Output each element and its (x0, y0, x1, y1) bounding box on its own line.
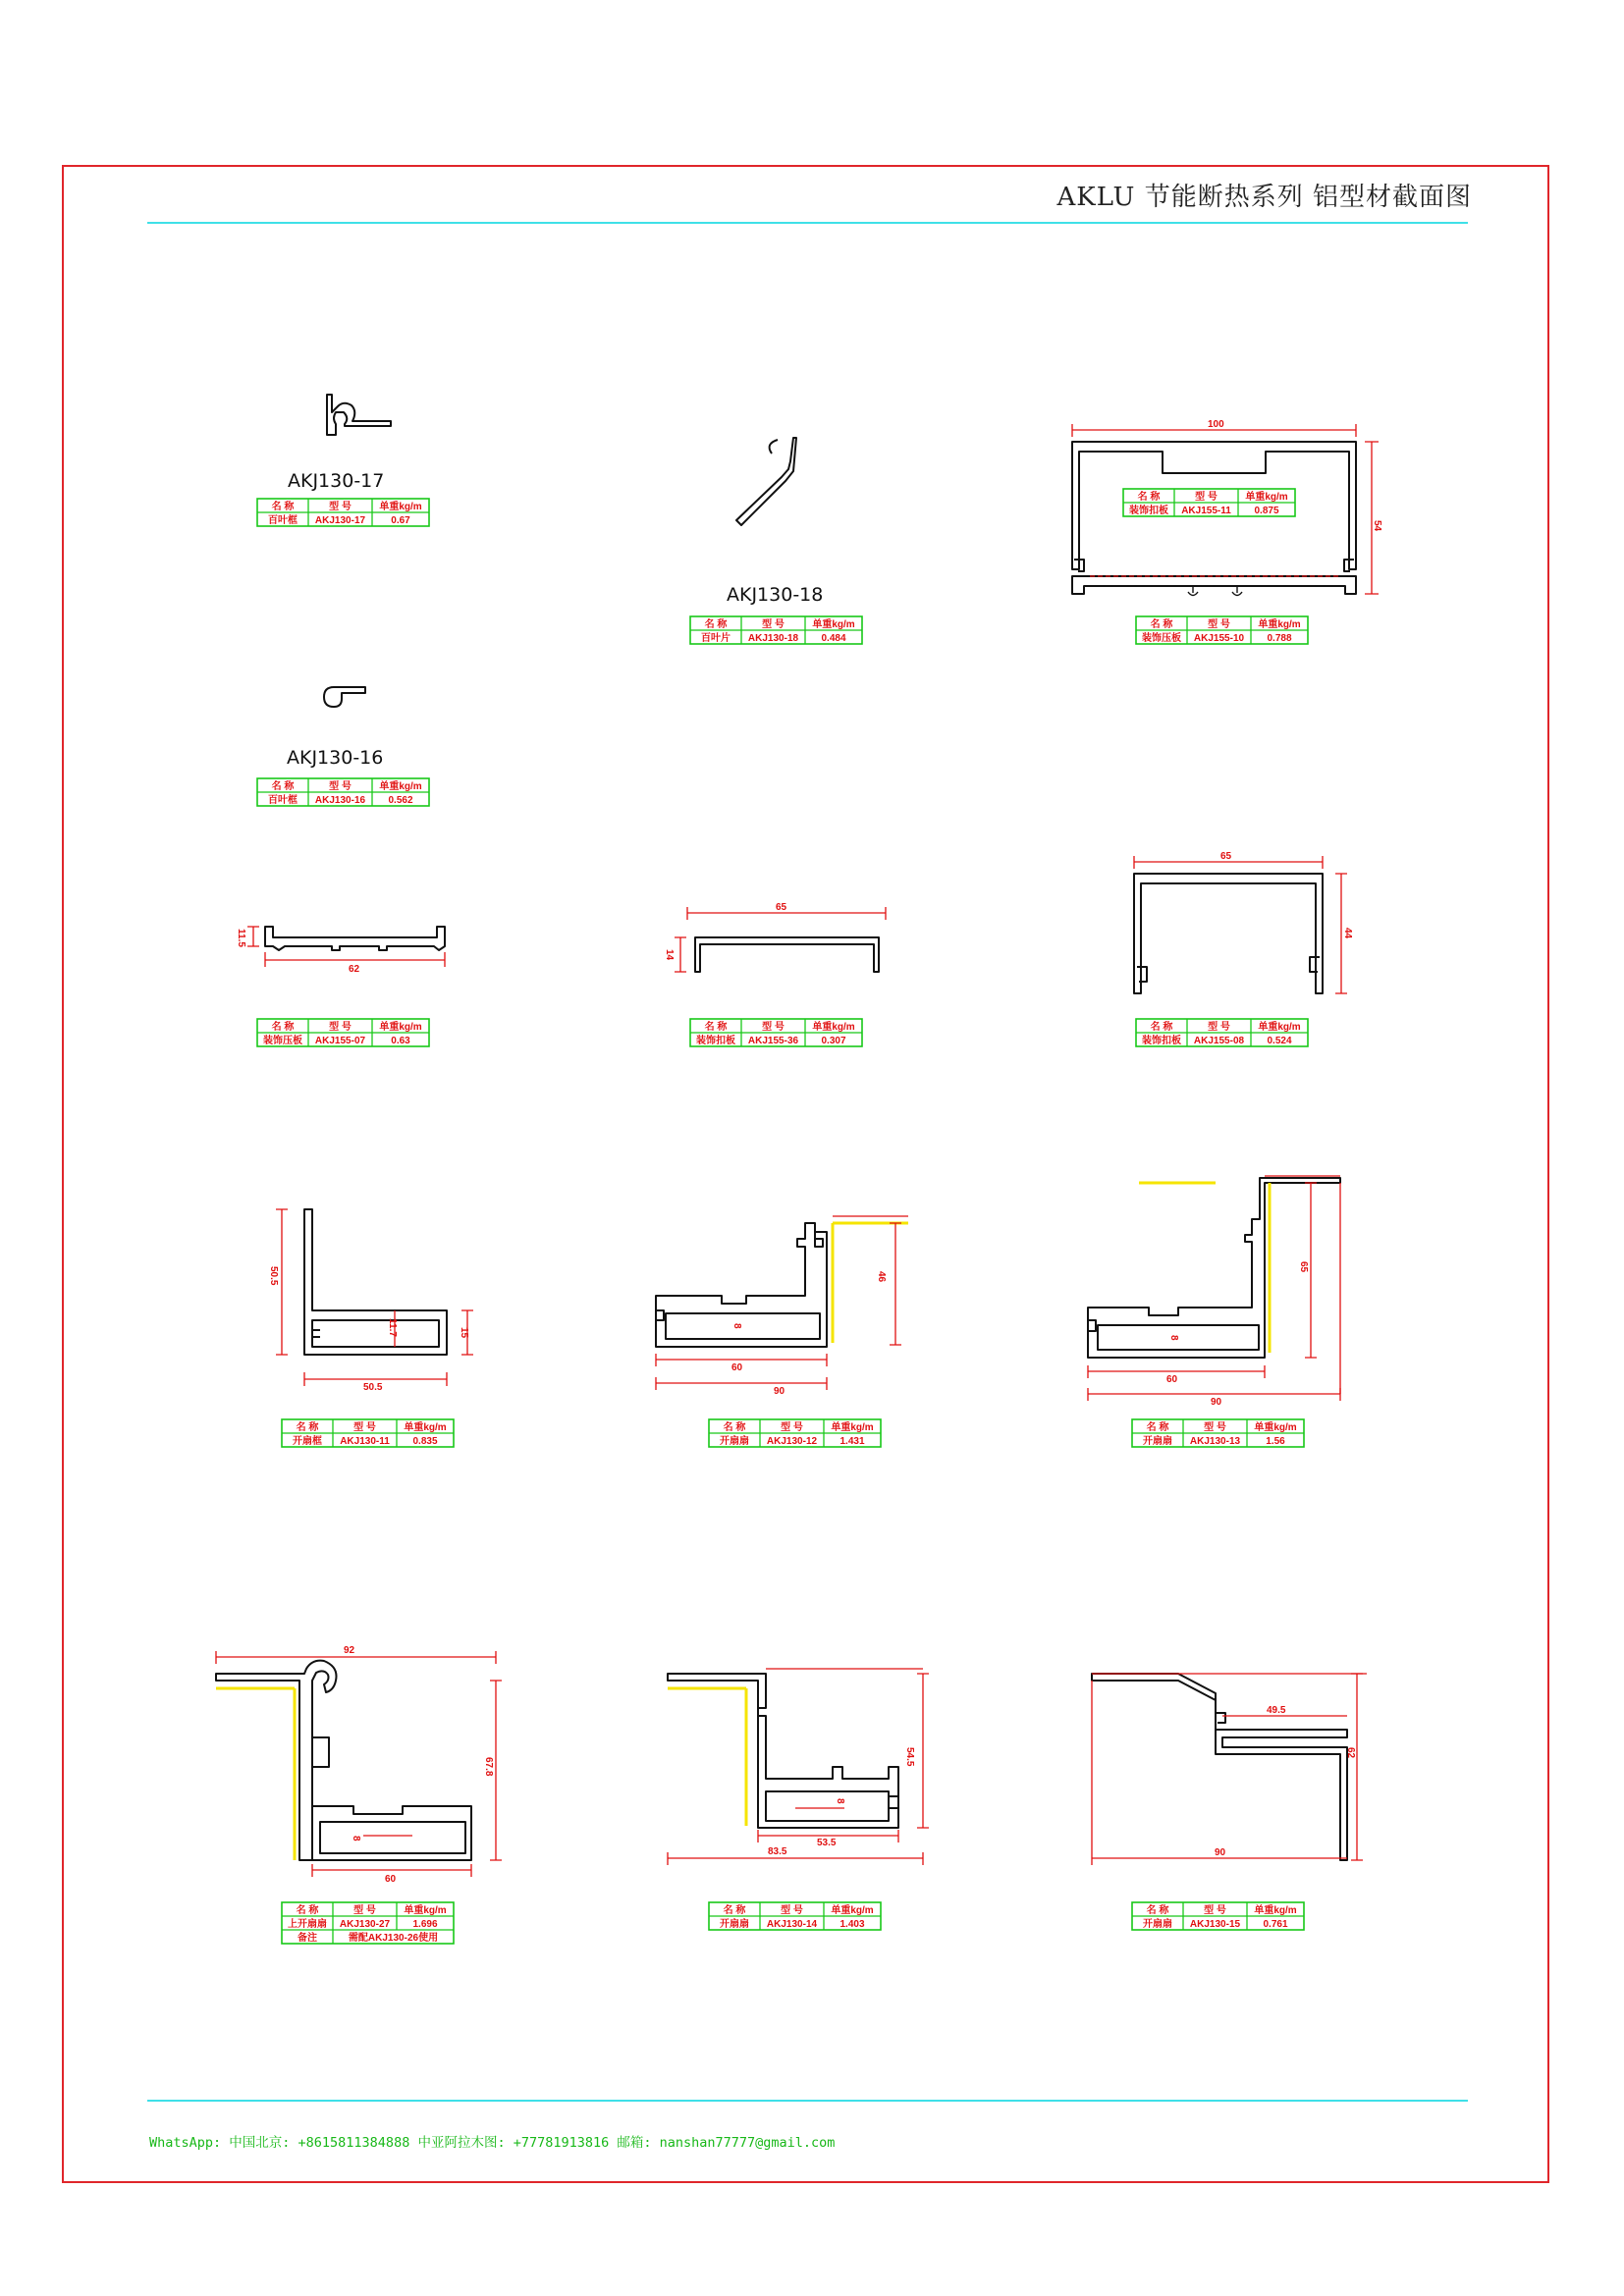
table-header-model: 型 号 (1195, 492, 1218, 503)
spec-table (1123, 489, 1295, 516)
dimension-label: 11.7 (387, 1318, 398, 1337)
table-cell-weight: 0.788 (1267, 633, 1292, 644)
table-header-name: 名 称 (723, 1422, 746, 1433)
profile-label: AKJ130-16 (287, 747, 384, 769)
table-header-name: 名 称 (271, 502, 295, 512)
table-header-name: 名 称 (271, 1022, 295, 1033)
dimension-lines (656, 1216, 908, 1390)
dimension-label: 54 (1372, 520, 1382, 532)
dimension-label: 60 (1166, 1374, 1178, 1385)
table-cell-name: 装饰扣板 (696, 1036, 735, 1046)
dimension-lines (216, 1651, 502, 1877)
dimension-label: 53.5 (817, 1838, 837, 1848)
table-cell-weight: 1.696 (412, 1919, 438, 1930)
table-header-name: 名 称 (1150, 619, 1173, 630)
spec-table (282, 1419, 454, 1447)
table-header-name: 名 称 (723, 1905, 746, 1916)
table-cell-weight: 0.524 (1267, 1036, 1292, 1046)
table-header-model: 型 号 (1208, 619, 1230, 630)
highlight-line (1139, 1183, 1270, 1353)
table-cell-weight: 0.67 (391, 515, 410, 526)
table-header-name: 名 称 (1146, 1905, 1169, 1916)
table-header-model: 型 号 (353, 1422, 376, 1433)
table-cell-name: 上开扇扇 (288, 1919, 327, 1930)
table-cell-name: 装饰压板 (1142, 633, 1181, 644)
dimension-label: 65 (776, 902, 787, 913)
table-cell-weight: 1.403 (839, 1919, 865, 1930)
table-cell-name: 百叶框 (268, 515, 298, 526)
table-cell-name: 开扇扇 (1143, 1919, 1172, 1930)
profile-akj130-27-drawing (216, 1661, 471, 1860)
table-header-weight: 单重kg/m (404, 1905, 447, 1916)
profile-akj155-08-drawing (1134, 874, 1323, 993)
table-cell-name: 装饰扣板 (1129, 506, 1168, 516)
page-title: AKLU 节能断热系列 铝型材截面图 (1056, 183, 1472, 212)
profile-akj130-18-drawing (736, 438, 796, 525)
table-header-name: 名 称 (1137, 492, 1161, 503)
table-cell-name: 百叶片 (701, 633, 731, 644)
spec-tables (257, 489, 1308, 1944)
dimension-label: 46 (876, 1271, 887, 1283)
profile-akj155-07-drawing (265, 927, 445, 950)
spec-table (709, 1902, 881, 1930)
table-cell-name: 装饰扣板 (1142, 1036, 1181, 1046)
table-cell-weight: 0.761 (1263, 1919, 1288, 1930)
dimension-label: 90 (1215, 1847, 1226, 1858)
table-cell-model: AKJ130-17 (314, 515, 366, 526)
dimension-label: 60 (731, 1362, 743, 1373)
profile-akj155-11-drawing (1072, 442, 1356, 596)
table-header-weight: 单重kg/m (1258, 619, 1301, 630)
table-header-weight: 单重kg/m (812, 1022, 855, 1033)
dimension-lines (1088, 1176, 1340, 1401)
table-header-model: 型 号 (353, 1905, 376, 1916)
spec-table (257, 499, 429, 526)
table-header-name: 名 称 (1146, 1422, 1169, 1433)
spec-table (257, 778, 429, 806)
table-cell-weight: 0.63 (391, 1036, 410, 1046)
table-cell-note-label: 备注 (298, 1933, 317, 1944)
dimension-label: 50.5 (268, 1266, 279, 1286)
dimension-lines (675, 907, 886, 972)
dimension-label: 100 (1208, 419, 1224, 430)
dimension-label: 8 (351, 1836, 361, 1842)
table-header-name: 名 称 (271, 781, 295, 792)
dimension-label: 90 (1211, 1397, 1222, 1408)
table-header-model: 型 号 (781, 1905, 803, 1916)
table-cell-model: AKJ155-10 (1193, 633, 1245, 644)
table-cell-name: 百叶框 (268, 795, 298, 806)
table-header-model: 型 号 (762, 619, 785, 630)
dimension-label: 54.5 (904, 1747, 915, 1767)
dimension-label: 62 (1345, 1747, 1356, 1759)
profile-akj155-36-drawing (695, 937, 879, 972)
dimension-label: 49.5 (1267, 1705, 1286, 1716)
table-cell-model: AKJ155-36 (747, 1036, 799, 1046)
table-header-model: 型 号 (1204, 1905, 1226, 1916)
spec-table (1136, 1019, 1308, 1046)
dimension-label: 8 (835, 1798, 845, 1804)
profile-akj130-17-drawing (327, 395, 391, 435)
table-cell-weight: 1.56 (1266, 1436, 1285, 1447)
table-cell-model: AKJ130-12 (766, 1436, 818, 1447)
profile-akj130-16-drawing (324, 687, 365, 707)
table-cell-name: 开扇扇 (1143, 1436, 1172, 1447)
profile-akj130-14-drawing (668, 1674, 898, 1828)
table-header-weight: 单重kg/m (1254, 1422, 1297, 1433)
table-header-model: 型 号 (1208, 1022, 1230, 1033)
dimension-label: 8 (731, 1323, 742, 1329)
table-header-weight: 单重kg/m (379, 781, 422, 792)
dimension-label: 50.5 (363, 1382, 383, 1393)
spec-table (709, 1419, 881, 1447)
table-header-name: 名 称 (1150, 1022, 1173, 1033)
table-cell-model: AKJ155-11 (1181, 506, 1231, 516)
table-header-weight: 单重kg/m (1258, 1022, 1301, 1033)
dimension-label: 8 (1168, 1335, 1179, 1341)
dimension-label: 67.8 (483, 1757, 494, 1777)
table-header-model: 型 号 (762, 1022, 785, 1033)
table-cell-model: AKJ130-11 (340, 1436, 390, 1447)
table-header-name: 名 称 (704, 619, 728, 630)
table-cell-note: 需配AKJ130-26使用 (348, 1933, 439, 1944)
table-cell-model: AKJ130-16 (314, 795, 366, 806)
dimension-label: 62 (349, 964, 360, 975)
dimension-label: 44 (1342, 928, 1353, 939)
profile-akj130-11-drawing (304, 1209, 447, 1355)
profile-label: AKJ130-18 (727, 584, 824, 606)
table-cell-model: AKJ130-15 (1189, 1919, 1241, 1930)
table-cell-model: AKJ155-07 (314, 1036, 366, 1046)
spec-table (1132, 1902, 1304, 1930)
highlight-line (833, 1223, 908, 1343)
table-header-name: 名 称 (296, 1422, 319, 1433)
dimension-lines (1092, 1674, 1367, 1865)
dimension-label: 11.5 (236, 929, 246, 947)
table-header-model: 型 号 (329, 781, 352, 792)
table-header-model: 型 号 (329, 502, 352, 512)
table-cell-model: AKJ155-08 (1193, 1036, 1245, 1046)
table-cell-weight: 1.431 (839, 1436, 865, 1447)
spec-table (1136, 616, 1308, 644)
table-header-name: 名 称 (296, 1905, 319, 1916)
table-cell-weight: 0.307 (821, 1036, 846, 1046)
dimension-label: 60 (385, 1874, 397, 1885)
table-header-weight: 单重kg/m (404, 1422, 447, 1433)
spec-table (257, 1019, 429, 1046)
spec-table (690, 616, 862, 644)
dimension-label: 14 (664, 949, 675, 961)
table-cell-name: 开扇扇 (720, 1436, 749, 1447)
profile-label: AKJ130-17 (288, 470, 385, 492)
dimension-label: 15 (459, 1327, 469, 1339)
table-header-weight: 单重kg/m (831, 1422, 874, 1433)
table-cell-weight: 0.484 (821, 633, 846, 644)
table-cell-name: 开扇扇 (720, 1919, 749, 1930)
table-cell-model: AKJ130-27 (339, 1919, 391, 1930)
table-header-model: 型 号 (1204, 1422, 1226, 1433)
table-header-model: 型 号 (329, 1022, 352, 1033)
dimension-label: 65 (1298, 1261, 1309, 1273)
table-header-name: 名 称 (704, 1022, 728, 1033)
dimension-label: 83.5 (768, 1846, 787, 1857)
table-cell-weight: 0.875 (1254, 506, 1279, 516)
table-header-weight: 单重kg/m (831, 1905, 874, 1916)
table-header-model: 型 号 (781, 1422, 803, 1433)
spec-table (1132, 1419, 1304, 1447)
table-header-weight: 单重kg/m (1245, 492, 1288, 503)
table-header-weight: 单重kg/m (1254, 1905, 1297, 1916)
table-header-weight: 单重kg/m (379, 1022, 422, 1033)
highlight-line (668, 1688, 746, 1826)
footer-contact: WhatsApp: 中国北京: +8615811384888 中亚阿拉木图: +77781913816 邮箱: nanshan77777@gmail.com (149, 2135, 836, 2151)
table-cell-model: AKJ130-18 (747, 633, 799, 644)
table-cell-name: 开扇框 (293, 1436, 322, 1447)
table-cell-weight: 0.562 (388, 795, 413, 806)
table-cell-model: AKJ130-14 (766, 1919, 818, 1930)
table-header-weight: 单重kg/m (812, 619, 855, 630)
table-cell-model: AKJ130-13 (1189, 1436, 1241, 1447)
dimension-label: 92 (344, 1645, 355, 1656)
dimension-label: 90 (774, 1386, 785, 1397)
dimension-lines (276, 1209, 473, 1386)
spec-table (282, 1902, 454, 1944)
table-cell-name: 装饰压板 (263, 1036, 302, 1046)
table-cell-weight: 0.835 (412, 1436, 438, 1447)
table-header-weight: 单重kg/m (379, 502, 422, 512)
dimension-label: 65 (1220, 851, 1232, 862)
spec-table (690, 1019, 862, 1046)
highlight-line (216, 1688, 295, 1860)
profile-akj130-15-drawing (1092, 1674, 1347, 1860)
